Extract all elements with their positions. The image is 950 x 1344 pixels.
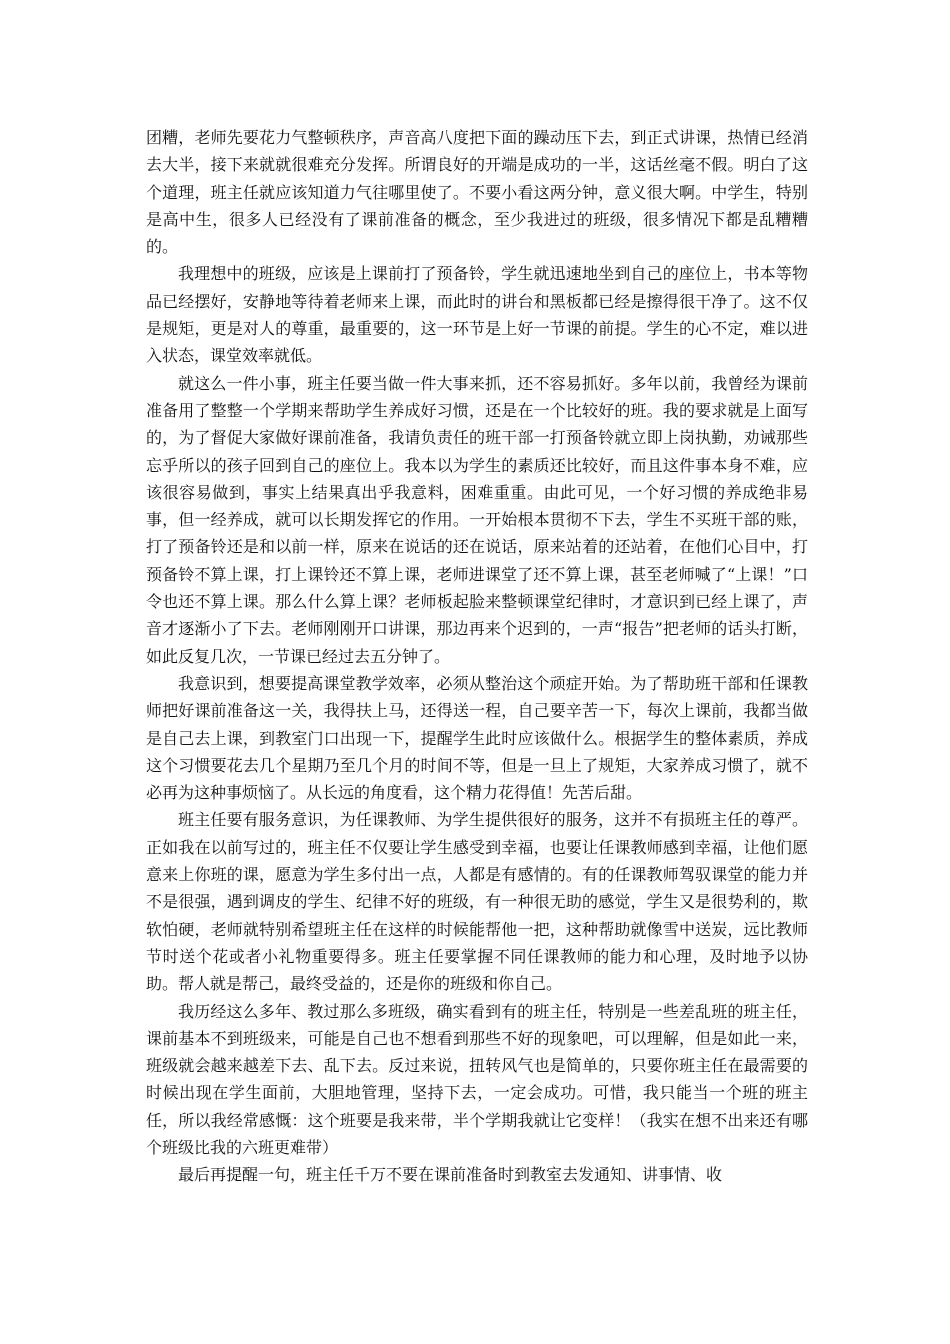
paragraph-6: 我历经这么多年、教过那么多班级，确实看到有的班主任，特别是一些差乱班的班主任，课前基本不到班级来，可能是自己也不想看到那些不好的现象吧，可以理解，但是如此一来，班级就会越来越差下去、乱下去。反过来说，扭转风气也是简单的，只要你班主任在最需要的时候出现在学生面前，大胆地管理，坚持下去，一定会成功。可惜，我只能当一个班的班主任，所以我经常感慨：这个班要是我来带，半个学期我就让它变样！（我实在想不出来还有哪个班级比我的六班更难带） bbox=[146, 1001, 808, 1157]
document-page bbox=[146, 124, 808, 1189]
paragraph-3: 就这么一件小事，班主任要当做一件大事来抓，还不容易抓好。多年以前，我曾经为课前准备用了整整一个学期来帮助学生养成好习惯，还是在一个比较好的班。我的要求就是上面写的，为了督促大家做好课前准备，我请负责任的班干部一打预备铃就立即上岗执勤，劝诫那些忘乎所以的孩子回到自己的座位上。我本以为学生的素质还比较好，而且这件事本身不难，应该很容易做到，事实上结果真出乎我意料，困难重重。由此可见，一个好习惯的养成绝非易事，但一经养成，就可以长期发挥它的作用。一开始根本贯彻不下去，学生不买班干部的账，打了预备铃还是和以前一样，原来在说话的还在说话，原来站着的还站着，在他们心目中，打预备铃不算上课，打上课铃还不算上课，老师进课堂了还不算上课，甚至老师喊了“上课！”口令也还不算上课。那么什么算上课？老师板起脸来整顿课堂纪律时，才意识到已经上课了，声音才逐渐小了下去。老师刚刚开口讲课，那边再来个迟到的，一声“报告”把老师的话头打断，如此反复几次，一节课已经过去五分钟了。 bbox=[146, 373, 808, 666]
paragraph-4: 我意识到，想要提高课堂教学效率，必须从整治这个顽症开始。为了帮助班干部和任课教师把好课前准备这一关，我得扶上马，还得送一程，自己要辛苦一下，每次上课前，我都当做是自己去上课，到教室门口出现一下，提醒学生此时应该做什么。根据学生的整体素质，养成这个习惯要花去几个星期乃至几个月的时间不等，但是一旦上了规矩，大家养成习惯了，就不必再为这种事烦恼了。从长远的角度看，这个精力花得值！先苦后甜。 bbox=[146, 673, 808, 803]
paragraph-7: 最后再提醒一句，班主任千万不要在课前准备时到教室去发通知、讲事情、收 bbox=[178, 1165, 723, 1185]
paragraph-1: 团糟，老师先要花力气整顿秩序，声音高八度把下面的躁动压下去，到正式讲课，热情已经消去大半，接下来就就很难充分发挥。所谓良好的开端是成功的一半，这话丝毫不假。明白了这个道理，班主任就应该知道力气往哪里使了。不要小看这两分钟，意义很大啊。中学生，特别是高中生，很多人已经没有了课前准备的概念，至少我进过的班级，很多情况下都是乱糟糟的。 bbox=[146, 128, 808, 257]
paragraph-2: 我理想中的班级，应该是上课前打了预备铃，学生就迅速地坐到自己的座位上，书本等物品已经摆好，安静地等待着老师来上课，而此时的讲台和黑板都已经是擦得很干净了。这不仅是规矩，更是对人的尊重，最重要的，这一环节是上好一节课的前提。学生的心不定，难以进入状态，课堂效率就低。 bbox=[146, 264, 808, 366]
paragraph-5: 班主任要有服务意识，为任课教师、为学生提供很好的服务，这并不有损班主任的尊严。正如我在以前写过的，班主任不仅要让学生感受到幸福，也要让任课教师感到幸福，让他们愿意来上你班的课，愿意为学生多付出一点，人都是有感情的。有的任课教师驾驭课堂的能力并不是很强，遇到调皮的学生、纪律不好的班级，有一种很无助的感觉，学生又是很势利的，欺软怕硬，老师就特别希望班主任在这样的时候能帮他一把，这种帮助就像雪中送炭，远比教师节时送个花或者小礼物重要得多。班主任要掌握不同任课教师的能力和心理，及时地予以协助。帮人就是帮己，最终受益的，还是你的班级和你自己。 bbox=[146, 810, 808, 994]
